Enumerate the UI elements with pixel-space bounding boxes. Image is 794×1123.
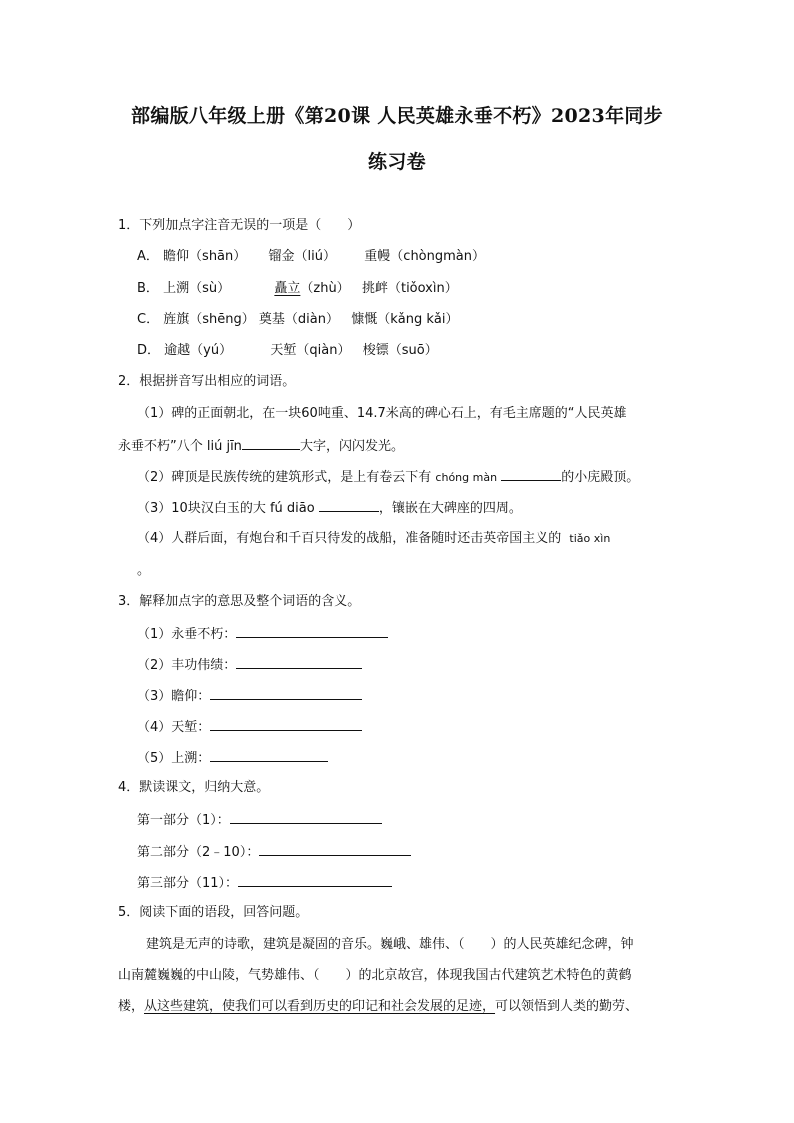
q3-item-5-label: （5）上溯： <box>137 751 211 766</box>
document-title-line-2: 练习卷 <box>368 151 426 173</box>
q3-item-4-label: （4）天堑： <box>137 720 211 735</box>
q2-s2-prefix: （2）碑顶是民族传统的建筑形式，是上有卷云下有 <box>137 470 432 485</box>
option-d-label: D． <box>137 343 161 358</box>
q3-item-3-label: （3）瞻仰： <box>137 689 211 704</box>
q2-s4-pinyin: tiǎo xìn <box>569 532 611 545</box>
q5-passage-line-1: 建筑是无声的诗歌，建筑是凝固的音乐。巍峨、雄伟、（ ）的人民英雄纪念碑，钟 <box>146 937 634 952</box>
q2-sentence-1b <box>118 436 404 456</box>
q2-sentence-2 <box>137 467 639 487</box>
q5-underlined-sentence: 从这些建筑，使我们可以看到历史的印记和社会发展的足迹， <box>144 999 496 1014</box>
q4-item-2-label: 第二部分（2﹣10）： <box>137 845 260 860</box>
q3-item-1-blank[interactable] <box>236 624 388 638</box>
q3-stem: 3．解释加点字的意思及整个词语的含义。 <box>118 594 361 609</box>
q3-item-2-blank[interactable] <box>236 655 362 669</box>
q5-stem: 5．阅读下面的语段，回答问题。 <box>118 905 309 920</box>
q2-sentence-4-end: 。 <box>137 563 151 578</box>
q4-item-3-blank[interactable] <box>238 873 392 887</box>
q3-item-3-blank[interactable] <box>210 686 362 700</box>
q2-sentence-4 <box>137 530 610 548</box>
q4-item-2-blank[interactable] <box>259 842 411 856</box>
q2-sentence-1a: （1）碑的正面朝北，在一块60吨重、14.7米高的碑心石上，有毛主席题的“人民英雄 <box>137 406 627 421</box>
option-d-word-1: 逾越（yú） <box>164 343 233 358</box>
q1-option-d[interactable] <box>137 342 438 360</box>
q2-s2-blank[interactable] <box>501 467 561 481</box>
q1-option-c[interactable] <box>137 311 458 329</box>
q3-item-2 <box>137 655 362 675</box>
q2-sentence-3 <box>137 498 522 518</box>
option-c-label: C． <box>137 312 160 327</box>
q2-s3-blank[interactable] <box>319 498 379 512</box>
q5-passage-3-suffix: 可以领悟到人类的勤劳、 <box>495 999 639 1014</box>
q5-passage-3-prefix: 楼， <box>118 999 145 1014</box>
option-d-word-2: 天堑（qiàn） <box>270 343 351 358</box>
q2-s3-prefix: （3）10块汉白玉的大 fú diāo <box>137 501 315 516</box>
option-b-label: B． <box>137 281 159 296</box>
q4-item-1-label: 第一部分（1）： <box>137 813 230 828</box>
q4-item-1 <box>137 810 382 830</box>
q4-item-1-blank[interactable] <box>230 810 382 824</box>
q3-item-1-label: （1）永垂不朽： <box>137 627 237 642</box>
option-d-word-3: 梭镖（suō） <box>362 343 438 358</box>
q2-stem: 2．根据拼音写出相应的词语。 <box>118 374 296 389</box>
q3-item-2-label: （2）丰功伟绩： <box>137 658 237 673</box>
q2-s1-prefix: 永垂不朽”八个 liú jīn <box>118 439 242 454</box>
q4-item-2 <box>137 842 411 862</box>
option-b-word-2: 矗立 <box>274 281 301 296</box>
option-a-word-3: 重幔（chòngmàn） <box>364 249 485 264</box>
q3-item-4-blank[interactable] <box>210 717 362 731</box>
option-a-word-2: 镏金（liú） <box>268 249 337 264</box>
document-title-line-1: 部编版八年级上册《第20课 人民英雄永垂不朽》2023年同步 <box>131 105 663 127</box>
q3-item-4 <box>137 717 362 737</box>
option-b-word-1: 上溯（sù） <box>163 281 231 296</box>
option-c-word-2: 奠基（diàn） <box>258 312 339 327</box>
q4-item-3-label: 第三部分（11）： <box>137 876 239 891</box>
q5-passage-line-3 <box>118 998 638 1016</box>
q1-stem: 1．下列加点字注音无误的一项是（ ） <box>118 218 361 233</box>
q3-item-3 <box>137 686 362 706</box>
option-a-label: A． <box>137 249 159 264</box>
q5-passage-line-2: 山南麓巍巍的中山陵，气势雄伟、（ ）的北京故宫，体现我国古代建筑艺术特色的黄鹤 <box>118 968 632 983</box>
q2-s2-suffix: 的小庑殿顶。 <box>561 470 640 485</box>
q1-option-b[interactable] <box>137 280 458 298</box>
option-a-word-1: 瞻仰（shān） <box>163 249 247 264</box>
q3-item-5 <box>137 748 328 768</box>
option-c-word-3: 慷慨（kǎng kǎi） <box>351 312 459 327</box>
q2-s3-suffix: ，镶嵌在大碑座的四周。 <box>378 501 522 516</box>
q3-item-1 <box>137 624 388 644</box>
q2-s4-prefix: （4）人群后面，有炮台和千百只待发的战船，准备随时还击英帝国主义的 <box>137 531 562 546</box>
option-b-word-3: 挑衅（tiǒoxìn） <box>361 281 458 296</box>
q2-s1-blank[interactable] <box>242 436 300 450</box>
q2-s1-suffix: 大字，闪闪发光。 <box>299 439 404 454</box>
option-c-word-1: 旌旗（shēng） <box>163 312 255 327</box>
q4-stem: 4．默读课文，归纳大意。 <box>118 780 270 795</box>
q4-item-3 <box>137 873 392 893</box>
option-b-word-2-pinyin: （zhù） <box>300 281 350 296</box>
q1-option-a[interactable] <box>137 248 485 266</box>
q2-s2-pinyin: chóng màn <box>435 471 498 484</box>
q3-item-5-blank[interactable] <box>210 748 328 762</box>
